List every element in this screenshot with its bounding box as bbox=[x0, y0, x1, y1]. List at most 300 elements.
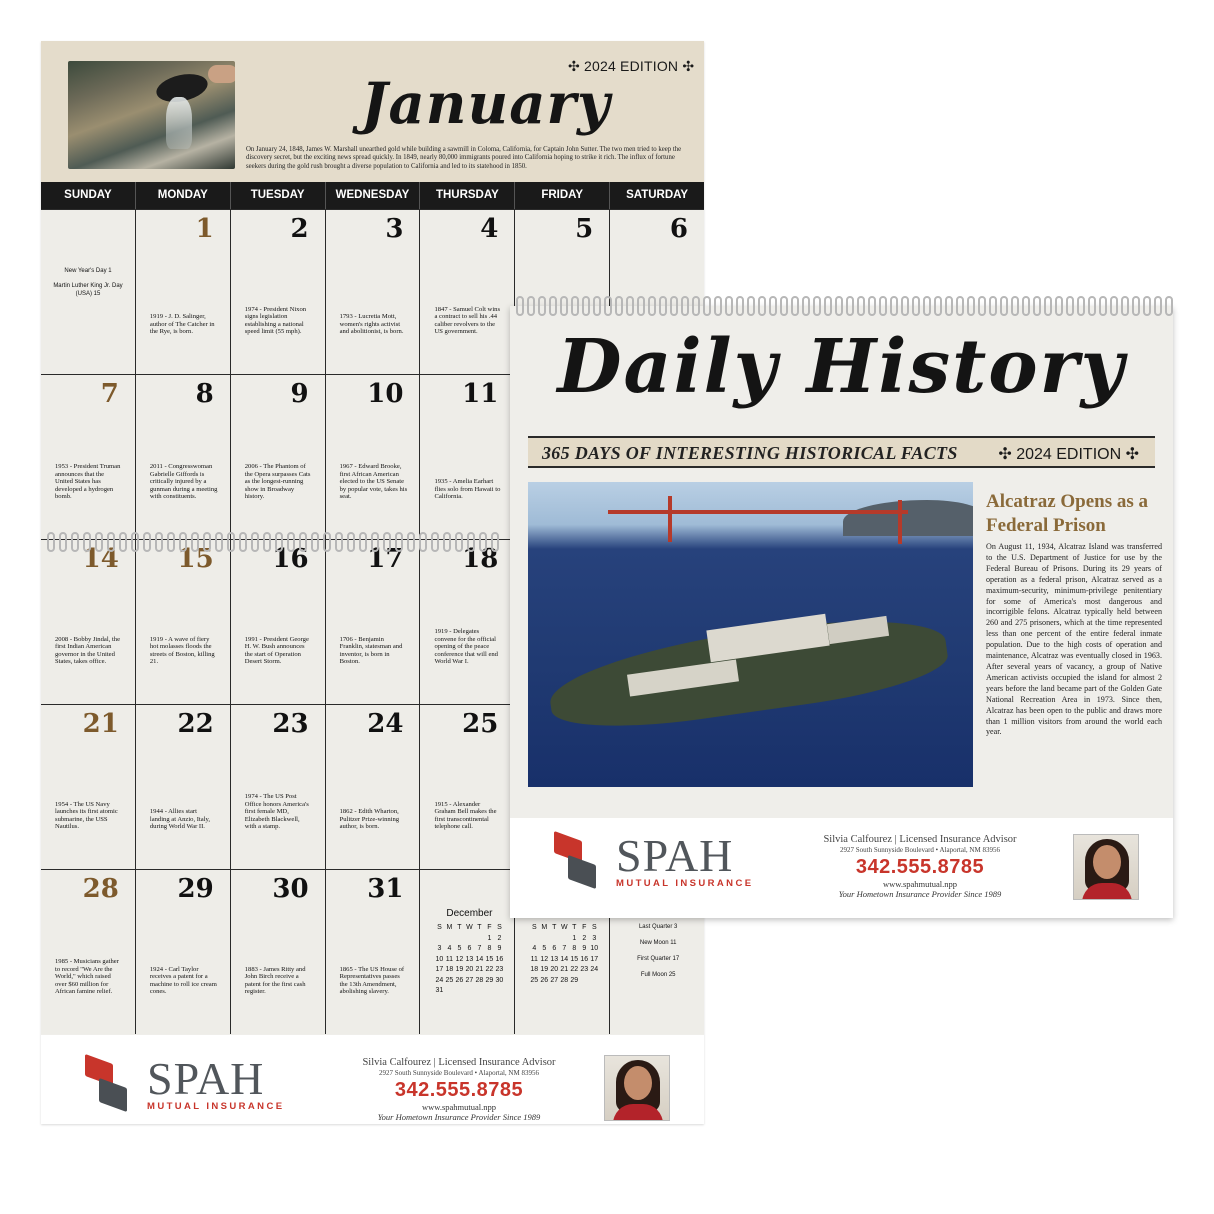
history-note: 1793 - Lucretia Mott, women's rights activist and abolitionist, is born. bbox=[339, 313, 404, 336]
mini-day: 24 bbox=[590, 966, 599, 973]
mini-day bbox=[464, 934, 474, 945]
advisor-portrait bbox=[604, 1055, 670, 1121]
spiral-coil bbox=[191, 532, 199, 552]
day-number: 24 bbox=[367, 709, 404, 739]
spiral-coil bbox=[527, 296, 535, 316]
logo-subtitle: MUTUAL INSURANCE bbox=[616, 878, 754, 889]
advisor-name: Silvia Calfourez | Licensed Insurance Advisor bbox=[362, 1057, 556, 1068]
mini-day: 4 bbox=[532, 945, 537, 952]
spiral-coil bbox=[131, 532, 139, 552]
mini-day: 25 bbox=[445, 976, 454, 984]
day-number: 22 bbox=[177, 709, 214, 739]
spiral-coil bbox=[593, 296, 601, 316]
mini-day: 19 bbox=[540, 966, 549, 973]
spiral-coil bbox=[637, 296, 645, 316]
spiral-coil bbox=[714, 296, 722, 316]
history-note: 1991 - President George H. W. Bush announces the start of Operation Desert Storm. bbox=[244, 635, 309, 666]
weekday-sunday: SUNDAY bbox=[41, 182, 136, 209]
mini-weekday: S bbox=[591, 924, 597, 931]
day-cell bbox=[136, 375, 231, 539]
spiral-coil bbox=[956, 296, 964, 316]
mini-day bbox=[484, 986, 494, 997]
spiral-coil bbox=[857, 296, 865, 316]
mini-day: 5 bbox=[542, 945, 547, 952]
spiral-coil bbox=[179, 532, 187, 552]
history-note: 1847 - Samuel Colt wins a contract to sell his .44 caliber revolvers to the US government. bbox=[434, 305, 501, 336]
spiral-coil bbox=[467, 532, 475, 552]
mini-day: 26 bbox=[540, 976, 549, 984]
day-number: 21 bbox=[82, 709, 119, 739]
moon-phase-item: New Moon 11 bbox=[639, 940, 677, 946]
mini-day bbox=[589, 976, 599, 987]
mini-weekday: T bbox=[552, 924, 557, 931]
calendar-title: Daily History bbox=[557, 324, 1126, 410]
mini-day: 1 bbox=[487, 934, 492, 942]
mini-day: 15 bbox=[485, 955, 494, 963]
spiral-coil bbox=[227, 532, 235, 552]
spiral-coil bbox=[549, 296, 557, 316]
history-note: 1919 - Delegates convene for the official opening of the peace conference that will end World War I. bbox=[434, 628, 498, 666]
spiral-coil bbox=[83, 532, 91, 552]
day-number: 14 bbox=[82, 544, 119, 574]
mini-weekday: S bbox=[531, 924, 537, 931]
advisor-website: www.spahmutual.npp bbox=[421, 1102, 497, 1112]
day-cell bbox=[326, 540, 421, 704]
spiral-coil bbox=[287, 532, 295, 552]
spiral-coil bbox=[371, 532, 379, 552]
spiral-coil bbox=[1143, 296, 1151, 316]
spiral-coil bbox=[107, 532, 115, 552]
spah-logo-icon bbox=[77, 1057, 139, 1113]
day-cell bbox=[420, 375, 515, 539]
front-cover bbox=[510, 306, 1173, 818]
day-cell bbox=[420, 210, 515, 374]
spiral-coil bbox=[71, 532, 79, 552]
spiral-coil bbox=[167, 532, 175, 552]
history-note: 2008 - Bobby Jindal, the first Indian American governor in the United States, takes office. bbox=[55, 635, 121, 666]
holiday-list bbox=[47, 268, 129, 306]
spah-logo-icon bbox=[546, 834, 608, 890]
spah-logo bbox=[77, 1053, 285, 1113]
mini-week-row bbox=[434, 986, 504, 997]
history-note: 1944 - Allies start landing at Anzio, Italy, during World War II. bbox=[149, 808, 211, 831]
advisor-address: 2927 South Sunnyside Boulevard • Alaportal, NM 83956 bbox=[840, 846, 1000, 854]
spiral-coil bbox=[681, 296, 689, 316]
spiral-coil bbox=[802, 296, 810, 316]
day-number: 23 bbox=[272, 709, 309, 739]
spiral-coil bbox=[395, 532, 403, 552]
calendar-spiral-binding bbox=[41, 531, 511, 553]
spiral-coil bbox=[203, 532, 211, 552]
spiral-coil bbox=[1033, 296, 1041, 316]
mini-day: 31 bbox=[435, 987, 444, 994]
spiral-coil bbox=[901, 296, 909, 316]
spiral-coil bbox=[824, 296, 832, 316]
day-cell bbox=[231, 705, 326, 869]
day-cell bbox=[420, 540, 515, 704]
mini-day: 30 bbox=[495, 976, 504, 984]
spiral-coil bbox=[945, 296, 953, 316]
mini-day: 21 bbox=[560, 966, 569, 973]
holiday-item: New Year's Day 1 bbox=[64, 268, 112, 274]
spiral-coil bbox=[879, 296, 887, 316]
spiral-coil bbox=[692, 296, 700, 316]
mini-day: 3 bbox=[437, 945, 442, 952]
banner-edition: ✣ 2024 EDITION ✣ bbox=[998, 446, 1139, 463]
spiral-coil bbox=[119, 532, 127, 552]
day-number: 25 bbox=[462, 709, 499, 739]
mini-day: 20 bbox=[465, 966, 474, 973]
spiral-coil bbox=[1077, 296, 1085, 316]
spiral-coil bbox=[648, 296, 656, 316]
history-note: 1967 - Edward Brooke, first African American elected to the US Senate by popular vote, takes his seat. bbox=[339, 463, 408, 501]
advisor-tagline: Your Hometown Insurance Provider Since 1989 bbox=[838, 889, 1002, 899]
day-cell bbox=[326, 210, 421, 374]
spiral-coil bbox=[263, 532, 271, 552]
spiral-coil bbox=[1000, 296, 1008, 316]
logo-subtitle: MUTUAL INSURANCE bbox=[147, 1101, 285, 1112]
mini-day: 20 bbox=[550, 966, 559, 973]
advisor-phone: 342.555.8785 bbox=[394, 1079, 524, 1101]
spiral-coil bbox=[1066, 296, 1074, 316]
spiral-coil bbox=[813, 296, 821, 316]
day-number: 31 bbox=[367, 874, 404, 904]
mini-day: 18 bbox=[530, 966, 539, 973]
mini-day: 12 bbox=[540, 955, 549, 963]
day-cell bbox=[231, 870, 326, 1034]
spiral-coil bbox=[383, 532, 391, 552]
mini-day bbox=[464, 986, 474, 997]
logo-name: SPAH bbox=[616, 830, 734, 881]
spiral-coil bbox=[923, 296, 931, 316]
spiral-coil bbox=[560, 296, 568, 316]
history-note: 1706 - Benjamin Franklin, statesman and inventor, is born in Boston. bbox=[339, 635, 403, 666]
mini-day: 2 bbox=[582, 934, 587, 942]
mini-day: 6 bbox=[467, 945, 472, 952]
mini-week-row bbox=[434, 976, 504, 987]
mini-day: 7 bbox=[477, 945, 482, 952]
day-number: 2 bbox=[290, 214, 309, 244]
spiral-coil bbox=[670, 296, 678, 316]
mini-day bbox=[454, 934, 464, 945]
mini-day: 14 bbox=[475, 955, 484, 963]
mini-day: 19 bbox=[455, 966, 464, 973]
mini-day: 1 bbox=[572, 934, 577, 942]
day-number: 17 bbox=[367, 544, 404, 574]
day-number: 7 bbox=[100, 379, 119, 409]
day-cell bbox=[136, 210, 231, 374]
mini-day: 22 bbox=[485, 966, 494, 973]
mini-day bbox=[444, 934, 454, 945]
mini-week-row bbox=[529, 934, 599, 945]
month-header bbox=[41, 41, 704, 182]
spiral-coil bbox=[571, 296, 579, 316]
mini-weekday: S bbox=[437, 924, 442, 931]
mini-day: 6 bbox=[552, 945, 557, 952]
weekday-thursday: THURSDAY bbox=[420, 182, 515, 209]
history-note: 1954 - The US Navy launches its first atomic submarine, the USS Nautilus. bbox=[55, 800, 118, 831]
mini-day: 10 bbox=[590, 945, 599, 952]
history-note: 1883 - James Ritty and John Birch receive a patent for the first cash register. bbox=[244, 965, 306, 996]
calendar-footer bbox=[41, 1035, 704, 1124]
mini-week-row bbox=[529, 976, 599, 987]
mini-day bbox=[559, 934, 569, 945]
moon-phases bbox=[614, 924, 702, 988]
advisor-address: 2927 South Sunnyside Boulevard • Alaportal, NM 83956 bbox=[379, 1069, 539, 1077]
day-cell bbox=[41, 210, 136, 374]
mini-day: 23 bbox=[580, 966, 589, 973]
day-number: 15 bbox=[177, 544, 214, 574]
article-body: On August 11, 1934, Alcatraz Island was transferred to the U.S. Department of Justice for use by the Federal Bureau of Prisons. During its 29 years of operation as a federal prison, Alcatraz served as a maximum-security, minimum-privilege penitentiary for some of America's most dangerous and incorrigible felons. Alcatraz typically held between 260 and 275 prisoners, which at the time represented less than one percent of the entire federal inmate population. Due to the high costs of operation and maintenance, Alcatraz was eventually closed in 1963. After several years of vacancy, a group of Native American activists occupied the island for almost 2 years before the land became part of the Golden Gate National Recreation Area in 1973. Since then, Alcatraz has been open to the public and draws more than 1 million visitors from around the world each year. bbox=[986, 542, 1162, 737]
day-number: 6 bbox=[669, 214, 689, 244]
mini-day: 29 bbox=[485, 976, 494, 984]
mini-day bbox=[529, 934, 539, 945]
spiral-coil bbox=[335, 532, 343, 552]
spiral-coil bbox=[1088, 296, 1096, 316]
advisor-portrait-front bbox=[1073, 834, 1139, 900]
spiral-coil bbox=[1121, 296, 1129, 316]
mini-week-row bbox=[434, 955, 504, 966]
history-note: 2006 - The Phantom of the Opera surpasses Cats as the longest-running show in Broadway history. bbox=[244, 463, 311, 501]
facts-banner bbox=[528, 436, 1155, 468]
banner-text: 365 DAYS OF INTERESTING HISTORICAL FACTS bbox=[542, 443, 958, 463]
day-cell bbox=[41, 540, 136, 704]
spiral-coil bbox=[251, 532, 259, 552]
mini-day bbox=[444, 986, 454, 997]
weekday-tuesday: TUESDAY bbox=[231, 182, 326, 209]
day-number: 5 bbox=[575, 214, 594, 244]
spiral-coil bbox=[1154, 296, 1162, 316]
advisor-website: www.spahmutual.npp bbox=[882, 879, 958, 889]
alcatraz-photo bbox=[528, 482, 973, 787]
mini-day: 28 bbox=[560, 976, 569, 984]
mini-day: 13 bbox=[465, 955, 474, 963]
spiral-coil bbox=[780, 296, 788, 316]
mini-day: 26 bbox=[455, 976, 464, 984]
mini-day: 22 bbox=[570, 966, 579, 973]
spiral-coil bbox=[1132, 296, 1140, 316]
spiral-coil bbox=[626, 296, 634, 316]
spiral-coil bbox=[431, 532, 439, 552]
mini-day: 9 bbox=[582, 945, 587, 952]
mini-weekday: W bbox=[560, 924, 568, 931]
spiral-coil bbox=[604, 296, 612, 316]
history-note: 1974 - President Nixon signs legislation establishing a national speed limit (55 mph). bbox=[244, 305, 307, 336]
mini-day: 16 bbox=[580, 955, 589, 963]
spiral-coil bbox=[407, 532, 415, 552]
day-cell bbox=[231, 210, 326, 374]
history-note: 1919 - J. D. Salinger, author of The Catcher in the Rye, is born. bbox=[149, 313, 215, 336]
mini-day: 15 bbox=[570, 955, 579, 963]
history-note: 1974 - The US Post Office honors America's first female MD, Elizabeth Blackwell, with a stamp. bbox=[244, 793, 309, 831]
mini-day: 9 bbox=[497, 945, 502, 952]
day-number: 1 bbox=[195, 214, 214, 244]
spiral-coil bbox=[239, 532, 247, 552]
spiral-coil bbox=[703, 296, 711, 316]
mini-day: 27 bbox=[465, 976, 474, 984]
spiral-coil bbox=[1011, 296, 1019, 316]
spiral-coil bbox=[978, 296, 986, 316]
moon-phase-item: Full Moon 25 bbox=[640, 972, 676, 978]
mini-day: 8 bbox=[487, 945, 492, 952]
mini-week-row bbox=[529, 965, 599, 976]
spiral-coil bbox=[1110, 296, 1118, 316]
mini-day bbox=[549, 934, 559, 945]
mini-day bbox=[474, 934, 484, 945]
spiral-coil bbox=[275, 532, 283, 552]
mini-month-title: December bbox=[446, 908, 493, 919]
advisor-phone: 342.555.8785 bbox=[855, 856, 985, 878]
holiday-item: Martin Luther King Jr. Day (USA) 15 bbox=[53, 283, 123, 297]
day-cell bbox=[41, 705, 136, 869]
spiral-coil bbox=[215, 532, 223, 552]
mini-weekday: W bbox=[466, 924, 473, 931]
mini-day: 3 bbox=[592, 934, 597, 942]
logo-name: SPAH bbox=[147, 1053, 265, 1104]
mini-day: 16 bbox=[495, 955, 504, 963]
day-cell bbox=[326, 705, 421, 869]
mini-week-row bbox=[529, 944, 599, 955]
month-title: January bbox=[361, 71, 611, 137]
weekday-monday: MONDAY bbox=[136, 182, 231, 209]
spiral-coil bbox=[59, 532, 67, 552]
spiral-coil bbox=[1044, 296, 1052, 316]
mini-day bbox=[474, 986, 484, 997]
spiral-coil bbox=[443, 532, 451, 552]
month-intro-text: On January 24, 1848, James W. Marshall unearthed gold while building a sawmill in Coloma, California, for Captain John Sutter. The two men tried to keep the discovery secret, but the exciting news spread quickly. In 1849, nearly 80,000 immigrants poured into California hoping to strike it rich. The influx of fortune seekers during the gold rush brought a diverse population to California and led to its statehood in 1850. bbox=[246, 146, 682, 170]
day-cell bbox=[231, 540, 326, 704]
spiral-coil bbox=[1099, 296, 1107, 316]
mini-day bbox=[494, 986, 504, 997]
day-number: 9 bbox=[290, 379, 309, 409]
weekday-saturday: SATURDAY bbox=[626, 189, 689, 201]
spiral-coil bbox=[1165, 296, 1173, 316]
mini-week-row bbox=[434, 965, 504, 976]
spiral-coil bbox=[912, 296, 920, 316]
spiral-coil bbox=[989, 296, 997, 316]
mini-day: 11 bbox=[530, 955, 538, 963]
mini-week-row bbox=[434, 944, 504, 955]
history-note: 1935 - Amelia Earhart flies solo from Hawaii to California. bbox=[434, 478, 501, 501]
spiral-coil bbox=[95, 532, 103, 552]
edition-label: ✣ 2024 EDITION ✣ bbox=[568, 58, 695, 74]
day-number: 16 bbox=[272, 544, 309, 574]
spiral-coil bbox=[479, 532, 487, 552]
advisor-name: Silvia Calfourez | Licensed Insurance Advisor bbox=[823, 834, 1017, 845]
spiral-coil bbox=[323, 532, 331, 552]
spiral-coil bbox=[791, 296, 799, 316]
mini-weekday: T bbox=[457, 924, 462, 931]
mini-december-calendar bbox=[434, 908, 504, 997]
moon-phase-item: Last Quarter 3 bbox=[638, 924, 678, 930]
mini-weekday-row bbox=[434, 923, 504, 934]
article-headline: Alcatraz Opens as a Federal Prison bbox=[986, 491, 1149, 536]
spah-logo-front bbox=[546, 830, 754, 890]
day-cell bbox=[41, 375, 136, 539]
spiral-coil bbox=[835, 296, 843, 316]
mini-weekday: F bbox=[582, 924, 587, 931]
mini-week-row bbox=[434, 934, 504, 945]
history-note: 1985 - Musicians gather to record "We Are the World," which raised over $60 million for African famine relief. bbox=[55, 958, 119, 996]
contact-block bbox=[341, 1057, 577, 1122]
spiral-coil bbox=[47, 532, 55, 552]
mini-day: 17 bbox=[435, 966, 444, 973]
spiral-coil bbox=[516, 296, 524, 316]
advisor-tagline: Your Hometown Insurance Provider Since 1989 bbox=[377, 1112, 541, 1122]
spiral-coil bbox=[538, 296, 546, 316]
mini-day: 11 bbox=[445, 955, 454, 963]
daily-history-calendar bbox=[510, 306, 1173, 918]
spiral-coil bbox=[582, 296, 590, 316]
day-number: 30 bbox=[272, 874, 309, 904]
mini-day: 4 bbox=[447, 945, 452, 952]
spiral-coil bbox=[143, 532, 151, 552]
mini-day: 5 bbox=[457, 945, 462, 952]
spiral-coil bbox=[758, 296, 766, 316]
day-cell bbox=[41, 870, 136, 1034]
mini-day: 24 bbox=[435, 976, 444, 984]
day-cell bbox=[136, 870, 231, 1034]
history-note: 1919 - A wave of fiery hot molasses floods the streets of Boston, killing 21. bbox=[149, 635, 215, 666]
mini-day: 17 bbox=[590, 955, 599, 963]
spiral-coil bbox=[769, 296, 777, 316]
history-note: 1862 - Edith Wharton, Pulitzer Prize-winning author, is born. bbox=[339, 808, 400, 831]
spiral-coil bbox=[725, 296, 733, 316]
mini-weekday: M bbox=[541, 924, 548, 931]
mini-weekday: F bbox=[487, 924, 492, 931]
day-cell bbox=[420, 870, 515, 1034]
day-number: 3 bbox=[385, 214, 404, 244]
mini-day bbox=[434, 934, 444, 945]
day-number: 28 bbox=[82, 874, 119, 904]
day-number: 11 bbox=[462, 379, 499, 409]
day-cell bbox=[326, 870, 421, 1034]
mini-day: 7 bbox=[562, 945, 567, 952]
spiral-coil bbox=[155, 532, 163, 552]
mini-day: 2 bbox=[497, 934, 502, 942]
mini-day: 27 bbox=[550, 976, 559, 984]
gold-panning-photo bbox=[68, 61, 235, 169]
history-note: 1865 - The US House of Representatives passes the 13th Amendment, abolishing slavery. bbox=[339, 965, 405, 996]
spiral-coil bbox=[359, 532, 367, 552]
spiral-coil bbox=[347, 532, 355, 552]
moon-phase-item: First Quarter 17 bbox=[637, 956, 680, 962]
spiral-coil bbox=[967, 296, 975, 316]
spiral-coil bbox=[1055, 296, 1063, 316]
mini-day: 25 bbox=[530, 976, 539, 984]
day-cell bbox=[136, 540, 231, 704]
mini-day: 13 bbox=[550, 955, 559, 963]
spiral-coil bbox=[299, 532, 307, 552]
spiral-coil bbox=[491, 532, 499, 552]
weekday-friday: FRIDAY bbox=[515, 182, 610, 209]
mini-day bbox=[579, 976, 589, 987]
history-note: 1915 - Alexander Graham Bell makes the first transcontinental telephone call. bbox=[434, 800, 497, 831]
mini-week-row bbox=[529, 955, 599, 966]
spiral-coil bbox=[747, 296, 755, 316]
contact-block-front bbox=[802, 834, 1038, 899]
mini-day: 28 bbox=[475, 976, 484, 984]
mini-day: 21 bbox=[475, 966, 484, 973]
history-note: 1924 - Carl Taylor receives a patent for a machine to roll ice cream cones. bbox=[149, 965, 217, 996]
weekday-wednesday: WEDNESDAY bbox=[326, 182, 421, 209]
day-number: 18 bbox=[462, 544, 499, 574]
day-number: 4 bbox=[480, 214, 499, 244]
mini-weekday: T bbox=[572, 924, 577, 931]
mini-day bbox=[454, 986, 464, 997]
mini-day: 18 bbox=[445, 966, 454, 973]
mini-weekday-row bbox=[529, 923, 599, 934]
